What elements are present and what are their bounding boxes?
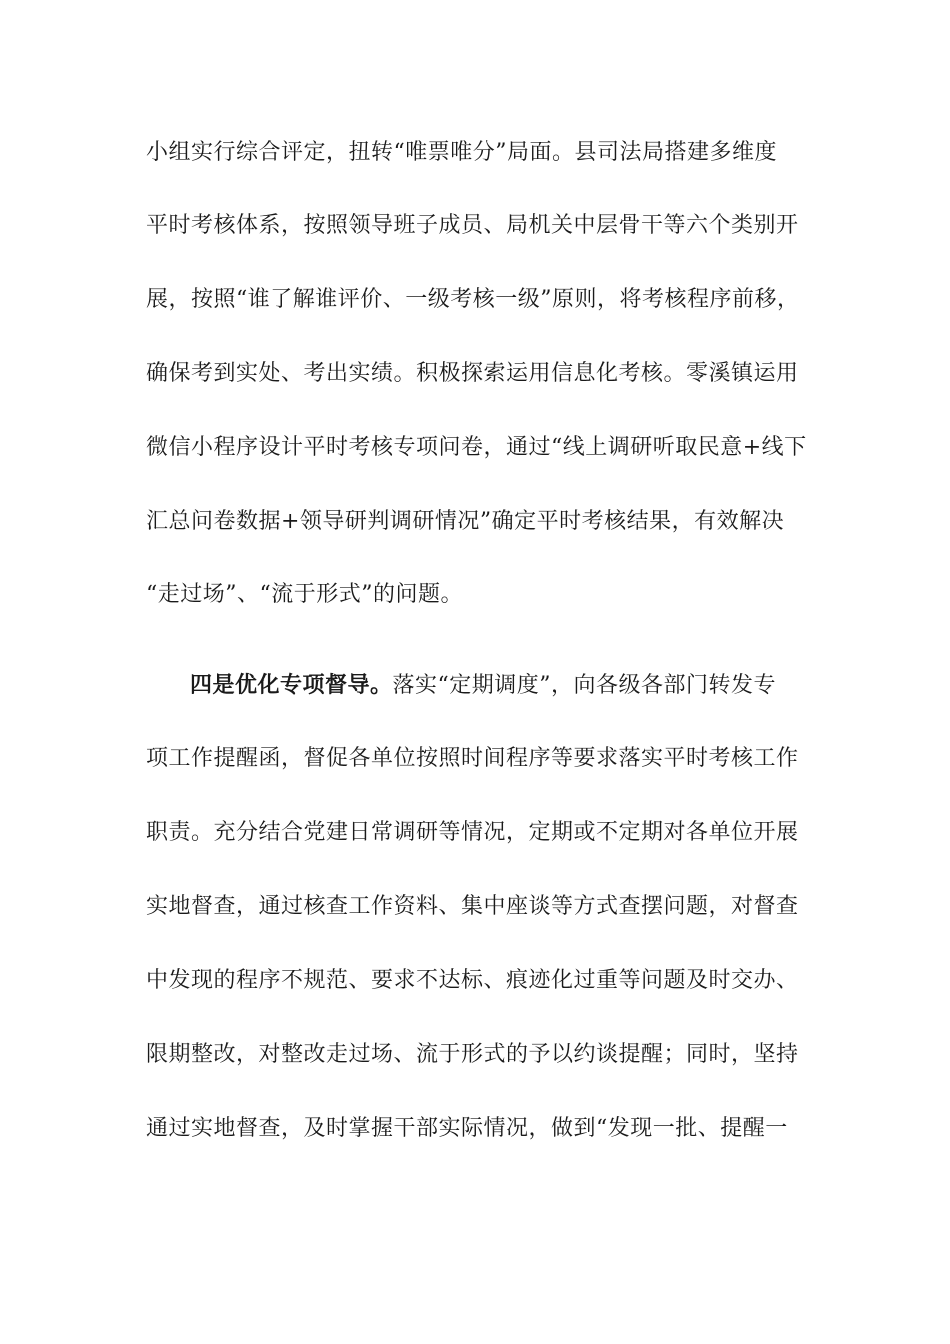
paragraph-1-line-7: “走过场”、“流于形式”的问题。 bbox=[146, 582, 463, 607]
paragraph-2-line-3: 职责。充分结合党建日常调研等情况，定期或不定期对各单位开展 bbox=[146, 820, 799, 845]
paragraph-2-line-1-text: 落实“定期调度”，向各级各部门转发专 bbox=[392, 673, 777, 698]
paragraph-2-line-4: 实地督查，通过核查工作资料、集中座谈等方式查摆问题，对督查 bbox=[146, 894, 799, 919]
paragraph-2-line-5: 中发现的程序不规范、要求不达标、痕迹化过重等问题及时交办、 bbox=[146, 968, 799, 993]
paragraph-1-line-6: 汇总问卷数据+领导研判调研情况”确定平时考核结果，有效解决 bbox=[146, 509, 785, 534]
paragraph-1-line-5: 微信小程序设计平时考核专项问卷，通过“线上调研听取民意+线下 bbox=[146, 435, 807, 460]
section-heading: 四是优化专项督导。 bbox=[190, 672, 393, 698]
paragraph-2-line-1 bbox=[190, 670, 870, 701]
paragraph-2-line-6: 限期整改，对整改走过场、流于形式的予以约谈提醒；同时，坚持 bbox=[146, 1042, 799, 1067]
paragraph-1-line-4: 确保考到实处、考出实绩。积极探索运用信息化考核。零溪镇运用 bbox=[146, 361, 799, 386]
paragraph-1-line-1: 小组实行综合评定，扭转“唯票唯分”局面。县司法局搭建多维度 bbox=[146, 140, 777, 165]
paragraph-1-line-2: 平时考核体系，按照领导班子成员、局机关中层骨干等六个类别开 bbox=[146, 213, 799, 238]
paragraph-2-line-7: 通过实地督查，及时掌握干部实际情况，做到“发现一批、提醒一 bbox=[146, 1116, 788, 1141]
paragraph-2-line-2: 项工作提醒函，督促各单位按照时间程序等要求落实平时考核工作 bbox=[146, 746, 799, 771]
paragraph-1-line-3: 展，按照“谁了解谁评价、一级考核一级”原则，将考核程序前移， bbox=[146, 287, 800, 312]
